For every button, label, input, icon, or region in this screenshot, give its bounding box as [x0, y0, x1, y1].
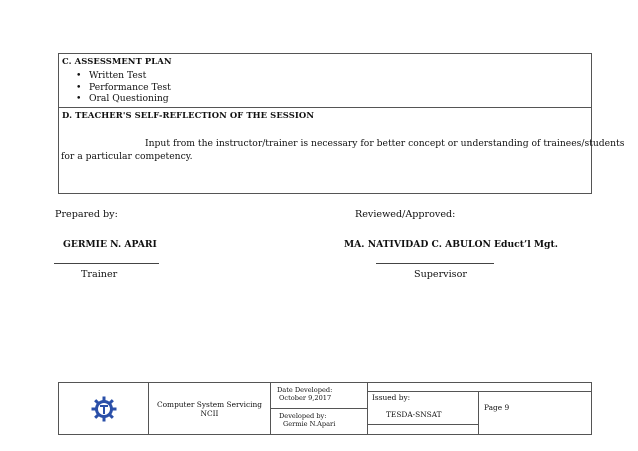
supervisor-role: Supervisor	[414, 269, 467, 280]
self-reflection-heading: D. TEACHER'S SELF-REFLECTION OF THE SESSION	[62, 110, 315, 120]
footer-divider	[368, 424, 478, 425]
assessment-plan-heading: C. ASSESSMENT PLAN	[62, 56, 172, 66]
supervisor-name: MA. NATIVIDAD C. ABULON Educt’l Mgt.	[344, 239, 558, 250]
developed-by-label: Developed by:	[279, 412, 327, 420]
trainer-role: Trainer	[81, 269, 118, 280]
self-reflection-box	[58, 107, 625, 194]
course-title	[149, 400, 270, 418]
footer-divider	[368, 391, 592, 392]
list-item: • Performance Test	[59, 82, 459, 94]
supervisor-signature-line	[376, 263, 494, 264]
issued-by-label: Issued by:	[372, 393, 411, 402]
developed-by-value: Germie N.Apari	[283, 420, 336, 428]
reviewed-approved-label: Reviewed/Approved:	[355, 209, 456, 220]
course-title-line1: Computer System Servicing	[156, 400, 263, 409]
trainer-signature-line	[54, 263, 159, 264]
assessment-plan-box	[58, 53, 592, 108]
page-number: Page 9	[484, 403, 510, 412]
list-item: • Oral Questioning	[59, 93, 459, 105]
date-developed-value: October 9,2017	[279, 394, 332, 402]
prepared-by-label: Prepared by:	[55, 209, 118, 220]
course-title-line2: NCII	[200, 409, 219, 418]
footer-divider	[478, 391, 479, 434]
assessment-list	[59, 70, 459, 105]
list-item: • Written Test	[59, 70, 459, 82]
reflection-text-line2: for a particular competency.	[61, 151, 193, 162]
reflection-text-line1: Input from the instructor/trainer is necessary for better concept or understanding of trainees/students	[145, 138, 625, 149]
footer-table	[58, 382, 592, 435]
tesda-gear-logo-icon	[91, 396, 117, 422]
date-developed-label: Date Developed:	[277, 386, 333, 394]
issued-by-value: TESDA-SNSAT	[386, 410, 442, 419]
trainer-name: GERMIE N. APARI	[63, 239, 157, 250]
footer-divider	[271, 408, 367, 409]
